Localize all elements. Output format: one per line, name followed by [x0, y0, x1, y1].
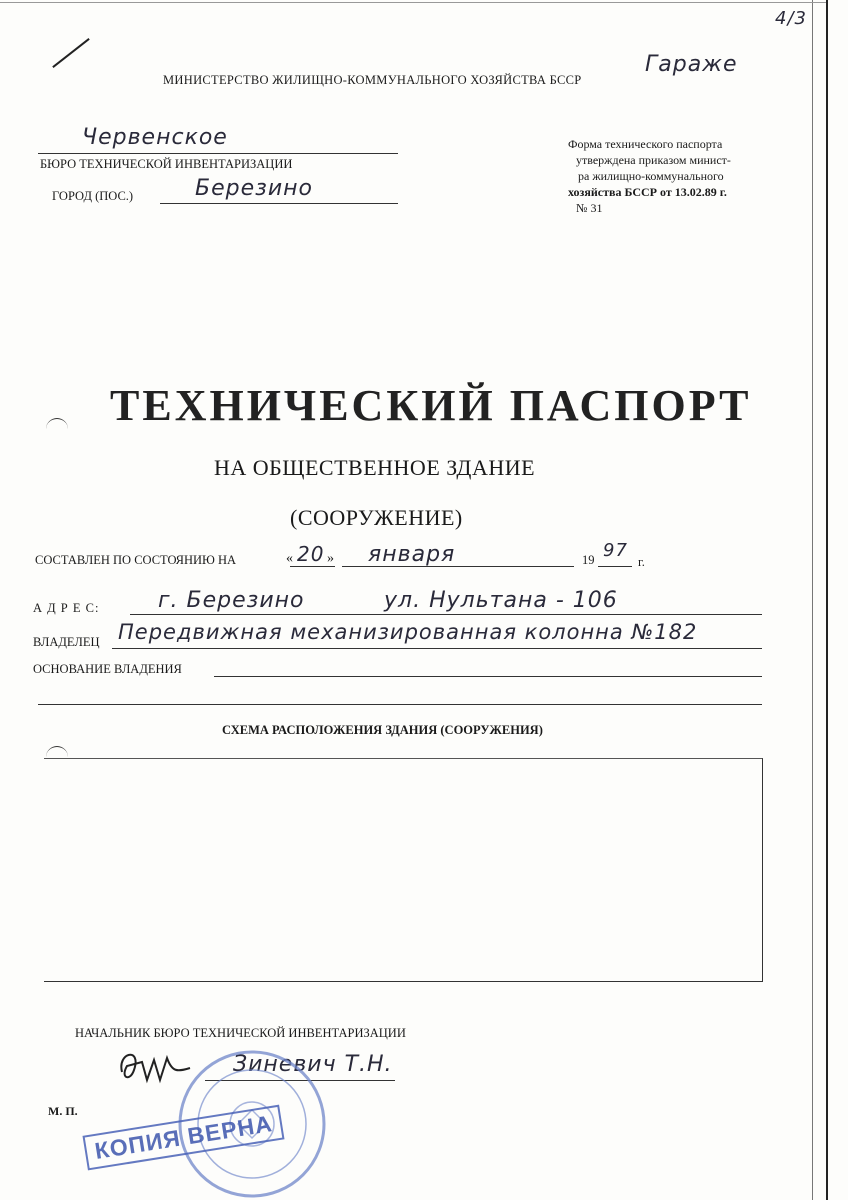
owner-line — [112, 648, 762, 649]
page-edge-line-inner — [812, 0, 813, 1200]
signer-name: Зиневич Т.Н. — [233, 1052, 393, 1077]
address-label: А Д Р Е С: — [33, 601, 100, 615]
address-street: ул. Нультана - 106 — [384, 588, 618, 613]
city-label: ГОРОД (ПОС.) — [52, 189, 134, 203]
year-unit: г. — [638, 555, 645, 569]
document-subtitle: НА ОБЩЕСТВЕННОЕ ЗДАНИЕ — [214, 455, 536, 480]
form-note-line-4: хозяйства БССР от 13.02.89 г. — [568, 185, 727, 199]
city-value: Березино — [195, 176, 313, 201]
copy-stamp-text: КОПИЯ ВЕРНА — [92, 1110, 275, 1164]
city-line — [160, 203, 398, 204]
month-line — [342, 566, 574, 567]
document-title: ТЕХНИЧЕСКИЙ ПАСПОРТ — [110, 381, 752, 430]
garage-note: Гараже — [645, 52, 738, 77]
pen-stroke-mark — [52, 38, 89, 68]
address-city: г. Березино — [158, 588, 305, 613]
top-edge-line — [0, 2, 826, 3]
day-line — [290, 566, 335, 567]
compiled-label: СОСТАВЛЕН ПО СОСТОЯНИЮ НА — [35, 553, 237, 567]
bureau-name-handwritten: Червенское — [82, 125, 228, 150]
compiled-day: 20 — [297, 542, 325, 566]
form-note-line-3: ра жилищно-коммунального — [578, 169, 724, 183]
page-number: 4/3 — [775, 8, 807, 29]
scheme-title: СХЕМА РАСПОЛОЖЕНИЯ ЗДАНИЯ (СООРУЖЕНИЯ) — [222, 723, 543, 737]
owner-value: Передвижная механизированная колонна №182 — [118, 620, 698, 644]
mp-label: М. П. — [48, 1104, 78, 1118]
bureau-label: БЮРО ТЕХНИЧЕСКОЙ ИНВЕНТАРИЗАЦИИ — [40, 157, 293, 171]
basis-line — [214, 676, 762, 677]
address-line — [130, 614, 762, 615]
day-close-quote: » — [327, 551, 334, 566]
ministry-heading: МИНИСТЕРСТВО ЖИЛИЩНО-КОММУНАЛЬНОГО ХОЗЯЙСТВА БССР — [163, 73, 582, 87]
basis-label: ОСНОВАНИЕ ВЛАДЕНИЯ — [33, 662, 182, 676]
document-subtitle-2: (СООРУЖЕНИЕ) — [290, 505, 463, 530]
bureau-name-line — [38, 153, 398, 154]
page-edge-line — [826, 0, 828, 1200]
scheme-box — [44, 758, 763, 982]
basis-line-2 — [38, 704, 762, 705]
owner-label: ВЛАДЕЛЕЦ — [33, 635, 100, 649]
compiled-month: января — [368, 542, 456, 567]
day-open-quote: « — [286, 551, 293, 566]
chief-label: НАЧАЛЬНИК БЮРО ТЕХНИЧЕСКОЙ ИНВЕНТАРИЗАЦИИ — [75, 1026, 406, 1040]
punch-hole-top — [46, 418, 68, 433]
form-note-line-2: утверждена приказом минист- — [576, 153, 731, 167]
form-note-line-1: Форма технического паспорта — [568, 137, 723, 151]
form-note-line-5: № 31 — [576, 201, 603, 215]
year-line — [598, 566, 632, 567]
year-suffix: 97 — [603, 540, 628, 561]
year-prefix: 19 — [582, 553, 595, 567]
